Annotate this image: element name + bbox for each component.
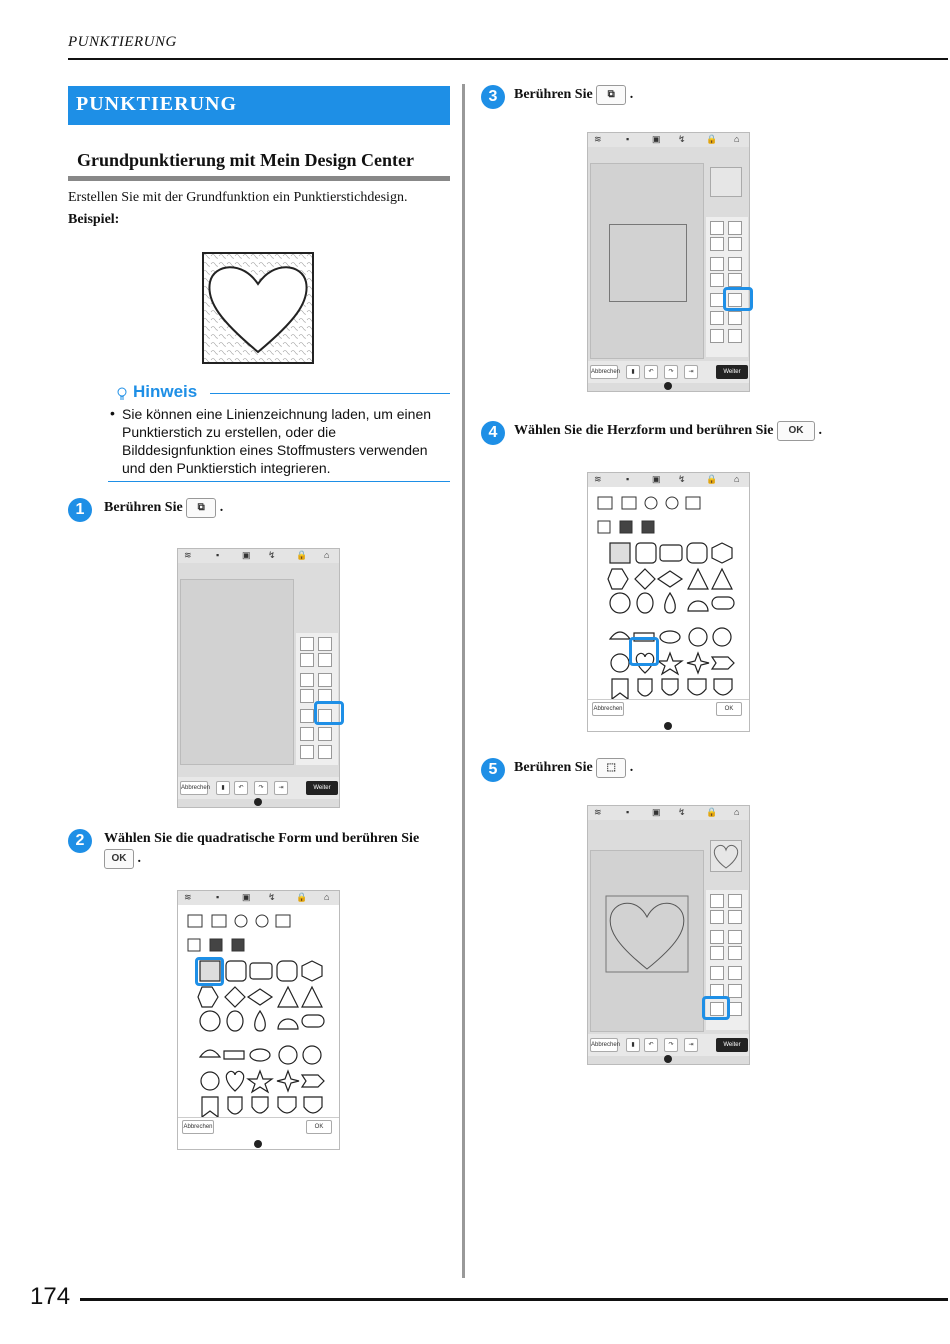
next-button[interactable]: Weiter <box>716 365 748 379</box>
screen-step-1 <box>177 548 340 808</box>
home-indicator <box>664 722 672 730</box>
step-1-text: Berühren Sie ⧉ . <box>104 498 223 518</box>
highlight-outline-tool[interactable] <box>723 287 753 311</box>
thumbnail-preview <box>710 840 742 872</box>
status-bar: ≋ ▪ ▣ ↯ 🔒 ⌂ <box>588 806 749 820</box>
running-header: PUNKTIERUNG <box>68 34 177 50</box>
screen-step-3 <box>587 132 750 392</box>
section-title: PUNKTIERUNG <box>68 86 450 125</box>
step-5-number: 5 <box>481 758 505 782</box>
screen-step-2 <box>177 890 340 1150</box>
status-bar: ≋ ▪ ▣ ↯ 🔒 ⌂ <box>588 133 749 147</box>
cancel-button[interactable]: Abbrechen <box>592 702 624 716</box>
area-select-icon-button[interactable]: ⬚ <box>596 758 626 778</box>
outline-icon-button[interactable]: ⧉ <box>186 498 216 518</box>
status-bar: ≋ ▪ ▣ ↯ 🔒 ⌂ <box>178 549 339 563</box>
example-label: Beispiel: <box>68 212 120 227</box>
step-2-number: 2 <box>68 829 92 853</box>
home-indicator <box>664 1055 672 1063</box>
step-3-number: 3 <box>481 85 505 109</box>
highlight-outline-tool[interactable] <box>314 701 344 725</box>
undo-icon[interactable]: ↶ <box>644 1038 658 1052</box>
import-icon[interactable]: ⇥ <box>274 781 288 795</box>
outline-icon-button[interactable]: ⧉ <box>596 85 626 105</box>
bottom-bar <box>588 361 749 383</box>
home-indicator <box>254 1140 262 1148</box>
shape-grid[interactable] <box>592 493 747 708</box>
intro-text: Erstellen Sie mit der Grundfunktion ein Punktierstichdesign. <box>68 190 408 205</box>
ok-button[interactable]: OK <box>716 702 742 716</box>
lightbulb-icon <box>114 385 130 401</box>
highlight-area-select-tool[interactable] <box>702 996 730 1020</box>
next-button[interactable]: Weiter <box>306 781 338 795</box>
canvas-area <box>180 579 294 765</box>
example-heart-image <box>202 252 314 364</box>
step-5-text: Berühren Sie ⬚ . <box>514 758 633 778</box>
note-title: Hinweis <box>133 382 198 401</box>
bottom-bar <box>178 777 339 799</box>
screen-step-4 <box>587 472 750 732</box>
column-divider <box>462 84 465 1278</box>
bottom-bar <box>588 1034 749 1056</box>
delete-icon[interactable]: ▮ <box>626 365 640 379</box>
highlight-square-shape[interactable] <box>195 957 224 986</box>
square-shape-preview <box>609 224 687 302</box>
redo-icon[interactable]: ↷ <box>254 781 268 795</box>
screen-step-5 <box>587 805 750 1065</box>
undo-icon[interactable]: ↶ <box>644 365 658 379</box>
bullet: • <box>110 405 115 421</box>
redo-icon[interactable]: ↷ <box>664 365 678 379</box>
home-indicator <box>664 382 672 390</box>
note-rule-bottom <box>108 481 450 482</box>
note-text: Sie können eine Linienzeichnung laden, um einen Punktierstich zu erstellen, oder die Bilddesignfunktion eines Stoffmusters verwenden und den Punktierstich integrieren. <box>122 406 432 476</box>
footer-rule <box>80 1298 948 1301</box>
step-2-text: Wählen Sie die quadratische Form und berühren Sie OK . <box>104 829 444 869</box>
next-button[interactable]: Weiter <box>716 1038 748 1052</box>
heart-on-square-preview <box>605 895 689 973</box>
ok-inline-button[interactable]: OK <box>104 849 134 869</box>
step-1-number: 1 <box>68 498 92 522</box>
page-number: 174 <box>30 1283 71 1310</box>
highlight-heart-shape[interactable] <box>629 637 659 666</box>
status-bar: ≋ ▪ ▣ ↯ 🔒 ⌂ <box>178 891 339 905</box>
step-4-number: 4 <box>481 421 505 445</box>
shape-grid[interactable] <box>182 911 337 1126</box>
tool-panel <box>296 633 338 765</box>
step-3-text: Berühren Sie ⧉ . <box>514 85 633 105</box>
subsection-title: Grundpunktierung mit Mein Design Center <box>77 150 415 170</box>
cancel-button[interactable]: Abbrechen <box>180 781 208 795</box>
thumbnail-preview <box>710 167 742 197</box>
subsection-rule <box>68 176 450 181</box>
step-4-text: Wählen Sie die Herzform und berühren Sie OK . <box>514 421 822 441</box>
canvas-area <box>590 850 704 1032</box>
redo-icon[interactable]: ↷ <box>664 1038 678 1052</box>
home-indicator <box>254 798 262 806</box>
header-rule <box>68 58 948 60</box>
note-rule-top <box>210 393 450 394</box>
cancel-button[interactable]: Abbrechen <box>182 1120 214 1134</box>
undo-icon[interactable]: ↶ <box>234 781 248 795</box>
import-icon[interactable]: ⇥ <box>684 365 698 379</box>
cancel-button[interactable]: Abbrechen <box>590 1038 618 1052</box>
canvas-area <box>590 163 704 359</box>
status-bar: ≋ ▪ ▣ ↯ 🔒 ⌂ <box>588 473 749 487</box>
delete-icon[interactable]: ▮ <box>626 1038 640 1052</box>
cancel-button[interactable]: Abbrechen <box>590 365 618 379</box>
delete-icon[interactable]: ▮ <box>216 781 230 795</box>
ok-inline-button[interactable]: OK <box>777 421 815 441</box>
import-icon[interactable]: ⇥ <box>684 1038 698 1052</box>
ok-button[interactable]: OK <box>306 1120 332 1134</box>
